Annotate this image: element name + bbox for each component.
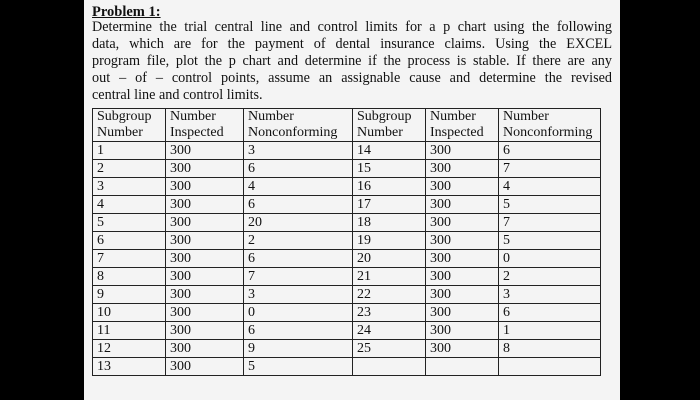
inspected-cell: 300 <box>166 232 244 250</box>
table-row <box>93 232 601 250</box>
inspected-cell: 300 <box>166 214 244 232</box>
subgroup-cell: 4 <box>93 196 166 214</box>
nonconforming-cell: 4 <box>244 178 353 196</box>
table-row <box>93 178 601 196</box>
nonconforming-cell: 3 <box>244 286 353 304</box>
subgroup-cell: 8 <box>93 268 166 286</box>
inspected-cell: 300 <box>166 304 244 322</box>
table-row <box>93 268 601 286</box>
inspected-cell: 300 <box>166 196 244 214</box>
inspected-cell: 300 <box>426 178 499 196</box>
nonconforming-cell: 6 <box>244 196 353 214</box>
table-row <box>93 142 601 160</box>
nonconforming-cell: 1 <box>499 322 601 340</box>
inspected-cell: 300 <box>166 178 244 196</box>
nonconforming-cell: 7 <box>499 160 601 178</box>
nonconforming-cell: 6 <box>244 160 353 178</box>
table-row <box>93 286 601 304</box>
nonconforming-cell: 7 <box>499 214 601 232</box>
subgroup-cell: 23 <box>353 304 426 322</box>
statement-line: central line and control limits. <box>92 87 263 103</box>
nonconforming-cell: 6 <box>499 142 601 160</box>
inspected-cell: 300 <box>426 340 499 358</box>
subgroup-cell: 25 <box>353 340 426 358</box>
nonconforming-cell: 7 <box>244 268 353 286</box>
subgroup-cell: 17 <box>353 196 426 214</box>
table-row <box>93 196 601 214</box>
inspected-cell: 300 <box>166 142 244 160</box>
inspected-cell: 300 <box>166 322 244 340</box>
inspected-cell: 300 <box>426 304 499 322</box>
nonconforming-cell: 0 <box>499 250 601 268</box>
table-row <box>93 358 601 376</box>
subgroup-cell: 2 <box>93 160 166 178</box>
inspected-cell: 300 <box>166 286 244 304</box>
nonconforming-cell: 20 <box>244 214 353 232</box>
nonconforming-cell: 5 <box>499 232 601 250</box>
problem-statement <box>92 19 612 104</box>
col-header-subgroup-number: Subgroup Number <box>93 109 166 142</box>
subgroup-cell: 24 <box>353 322 426 340</box>
inspected-cell <box>426 358 499 376</box>
subgroup-cell: 11 <box>93 322 166 340</box>
nonconforming-cell: 6 <box>244 322 353 340</box>
nonconforming-cell: 4 <box>499 178 601 196</box>
subgroup-cell <box>353 358 426 376</box>
subgroup-cell: 12 <box>93 340 166 358</box>
inspected-cell: 300 <box>166 250 244 268</box>
inspected-cell: 300 <box>426 322 499 340</box>
document-page <box>84 0 620 400</box>
nonconforming-cell: 0 <box>244 304 353 322</box>
inspected-cell: 300 <box>166 160 244 178</box>
subgroup-cell: 13 <box>93 358 166 376</box>
col-header-number-inspected: Number Inspected <box>426 109 499 142</box>
col-header-number-nonconforming: Number Nonconforming <box>244 109 353 142</box>
nonconforming-cell: 2 <box>499 268 601 286</box>
subgroup-cell: 10 <box>93 304 166 322</box>
header-row <box>93 109 601 142</box>
subgroup-cell: 7 <box>93 250 166 268</box>
table-row <box>93 304 601 322</box>
subgroup-cell: 20 <box>353 250 426 268</box>
subgroup-cell: 1 <box>93 142 166 160</box>
problem-title: Problem 1: <box>92 4 161 20</box>
inspected-cell: 300 <box>426 142 499 160</box>
subgroup-cell: 16 <box>353 178 426 196</box>
nonconforming-cell: 5 <box>499 196 601 214</box>
nonconforming-cell: 3 <box>499 286 601 304</box>
inspected-cell: 300 <box>426 250 499 268</box>
subgroup-cell: 18 <box>353 214 426 232</box>
inspected-cell: 300 <box>426 268 499 286</box>
statement-line: program file, plot the p chart and determine if the process is stable. If there are any <box>92 53 612 69</box>
table-row <box>93 160 601 178</box>
nonconforming-cell: 5 <box>244 358 353 376</box>
inspected-cell: 300 <box>166 358 244 376</box>
subgroup-cell: 14 <box>353 142 426 160</box>
nonconforming-cell: 2 <box>244 232 353 250</box>
statement-line: out – of – control points, assume an assignable cause and determine the revised <box>92 70 612 86</box>
inspected-cell: 300 <box>426 286 499 304</box>
nonconforming-cell <box>499 358 601 376</box>
nonconforming-cell: 8 <box>499 340 601 358</box>
subgroup-cell: 6 <box>93 232 166 250</box>
table-row <box>93 340 601 358</box>
inspected-cell: 300 <box>166 340 244 358</box>
inspected-cell: 300 <box>426 232 499 250</box>
nonconforming-cell: 6 <box>499 304 601 322</box>
subgroup-cell: 22 <box>353 286 426 304</box>
table-row <box>93 214 601 232</box>
subgroup-cell: 3 <box>93 178 166 196</box>
col-header-number-nonconforming: Number Nonconforming <box>499 109 601 142</box>
nonconforming-cell: 9 <box>244 340 353 358</box>
inspected-cell: 300 <box>166 268 244 286</box>
table-row <box>93 250 601 268</box>
inspected-cell: 300 <box>426 196 499 214</box>
col-header-subgroup-number: Subgroup Number <box>353 109 426 142</box>
statement-line: Determine the trial central line and control limits for a p chart using the following <box>92 19 612 35</box>
subgroup-cell: 5 <box>93 214 166 232</box>
data-table <box>92 108 601 376</box>
subgroup-cell: 9 <box>93 286 166 304</box>
inspected-cell: 300 <box>426 160 499 178</box>
subgroup-cell: 19 <box>353 232 426 250</box>
col-header-number-inspected: Number Inspected <box>166 109 244 142</box>
statement-line: data, which are for the payment of dental insurance claims. Using the EXCEL <box>92 36 612 52</box>
subgroup-cell: 21 <box>353 268 426 286</box>
nonconforming-cell: 3 <box>244 142 353 160</box>
inspected-cell: 300 <box>426 214 499 232</box>
table-row <box>93 322 601 340</box>
subgroup-cell: 15 <box>353 160 426 178</box>
nonconforming-cell: 6 <box>244 250 353 268</box>
